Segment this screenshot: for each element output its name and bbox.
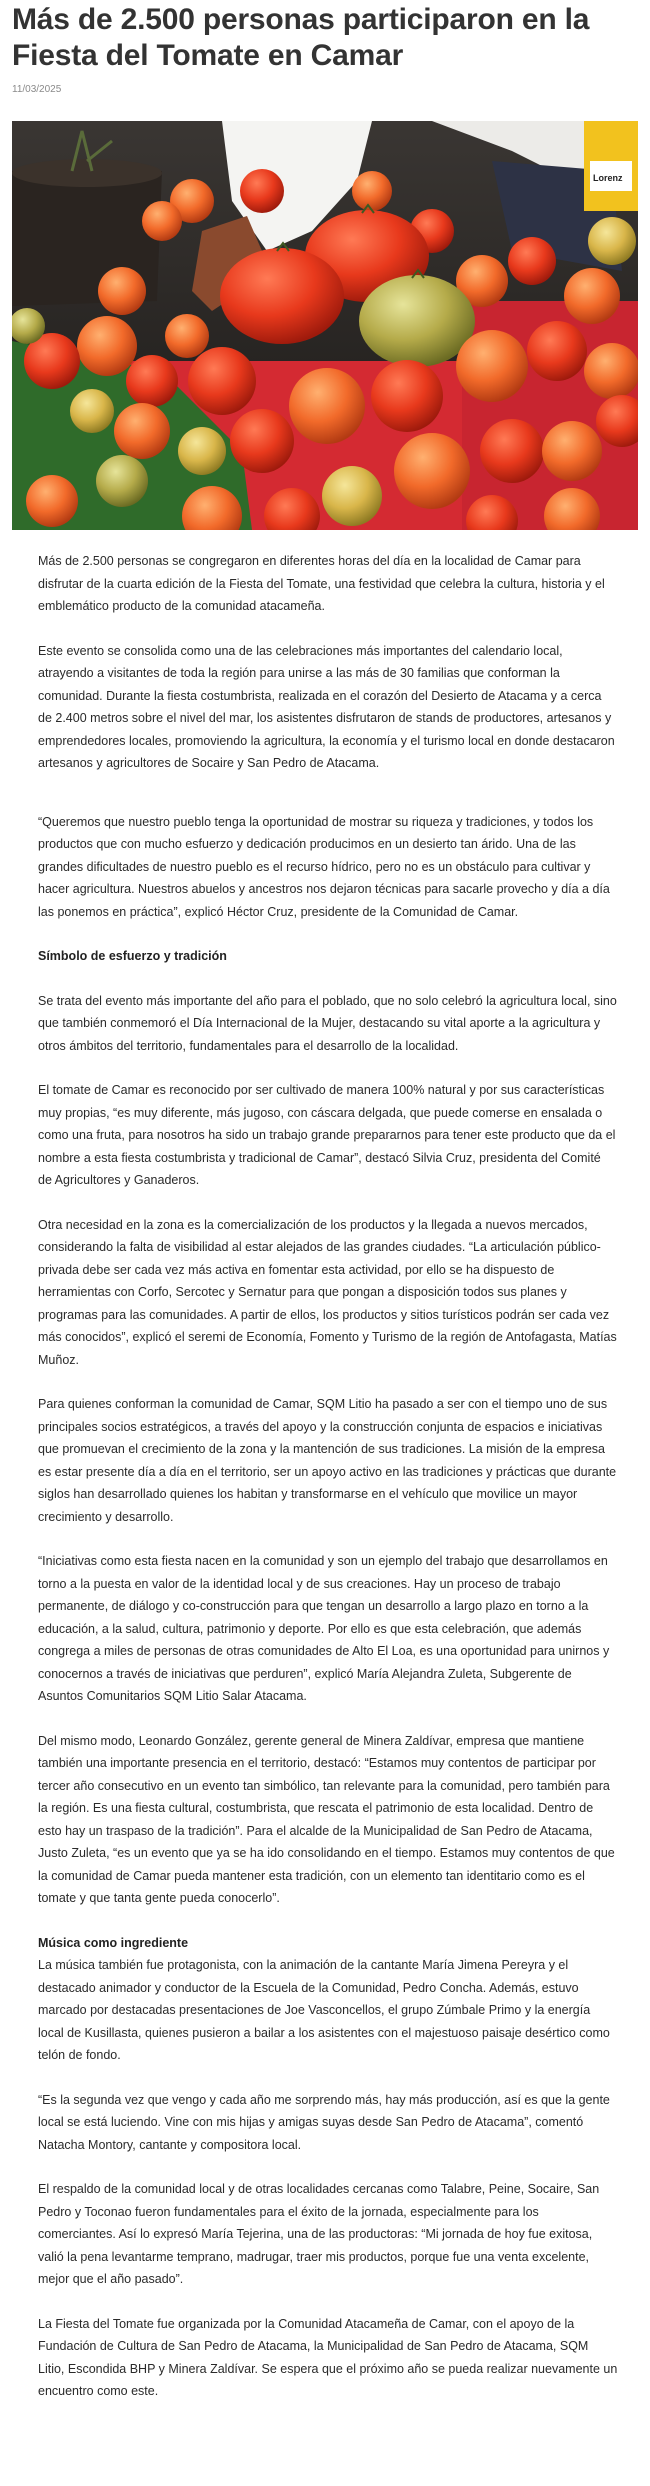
paragraph: Otra necesidad en la zona es la comercialización de los productos y la llegada a nuevos mercados, considerando la falta de visibilidad al estar alejados de las grandes ciudades. “La articulación público-privada debe ser cada vez más activa en fomentar esta actividad, por ello se ha dispuesto de herramientas con Corfo, Sercotec y Sernatur para que pongan a disposición todos sus planes y programas para las comunidades. A partir de ellos, los productos y sitios turísticos podrán ser cada vez más conocidos”, explicó el seremi de Economía, Fomento y Turismo de la región de Antofagasta, Matías Muñoz. bbox=[38, 1217, 617, 1367]
paragraph: “Queremos que nuestro pueblo tenga la oportunidad de mostrar su riqueza y tradiciones, y todos los productos que con mucho esfuerzo y dedicación producimos en un desierto tan árido. Una de las grandes dificultades de nuestro pueblo es el recurso hídrico, pero no es un obstáculo para cultivar y hacer agricultura. Nuestros abuelos y ancestros nos dejaron técnicas para sacarle provecho y día a día las ponemos en práctica”, explicó Héctor Cruz, presidente de la Comunidad de Camar. bbox=[38, 814, 610, 919]
article-body bbox=[38, 550, 618, 2403]
paragraph: Este evento se consolida como una de las celebraciones más importantes del calendario local, atrayendo a visitantes de toda la región para unirse a las más de 30 familias que conforman la comunidad. Durante la fiesta costumbrista, realizada en el corazón del Desierto de Atacama y a cerca de 2.400 metros sobre el nivel del mar, los asistentes disfrutaron de stands de productores, artesanos y emprendedores locales, promoviendo la agricultura, la economía y el turismo local en donde destacaron artesanos y agricultores de Socaire y San Pedro de Atacama. bbox=[38, 643, 615, 770]
paragraph: Del mismo modo, Leonardo González, gerente general de Minera Zaldívar, empresa que mantiene también una importante presencia en el territorio, destacó: “Estamos muy contentos de participar por tercer año consecutivo en un evento tan simbólico, tan relevante para la comunidad, pero también para la región. Es una fiesta cultural, costumbrista, que rescata el patrimonio de esta localidad. Dentro de esto hay un traspaso de la tradición”. Para el alcalde de la Municipalidad de San Pedro de Atacama, Justo Zuleta, “es un evento que ya se ha ido consolidando en el tiempo. Estamos muy contentos de que la comunidad de Camar pueda mantener esta tradición, con un elemento tan identitario como es el tomate y que tanta gente pueda conocerlo”. bbox=[38, 1733, 615, 1905]
article-title: Más de 2.500 personas participaron en la Fiesta del Tomate en Camar bbox=[12, 3, 590, 72]
publish-date: 11/03/2025 bbox=[12, 84, 62, 95]
section-heading: Música como ingrediente bbox=[38, 1935, 189, 1950]
paragraph: “Es la segunda vez que vengo y cada año me sorprendo más, hay más producción, así es que la gente local se está luciendo. Vine con mis hijas y amigas suyas desde San Pedro de Atacama”, comentó Natacha Montory, cantante y compositora local. bbox=[38, 2092, 610, 2152]
paragraph: La música también fue protagonista, con la animación de la cantante María Jimena Pereyra y el destacado animador y conductor de la Escuela de la Comunidad, Pedro Concha. Además, estuvo marcado por destacadas presentaciones de Joe Vasconcellos, el grupo Zúmbale Primo y la energía local de Kusillasta, quienes pusieron a bailar a los asistentes con el majestuoso paisaje desértico como telón de fondo. bbox=[38, 1958, 610, 2062]
hero-image bbox=[12, 121, 638, 530]
paragraph: Se trata del evento más importante del año para el poblado, que no solo celebró la agricultura local, sino que también conmemoró el Día Internacional de la Mujer, destacando su vital aporte a la agricultura y otros ámbitos del territorio, fundamentales para el desarrollo de la localidad. bbox=[38, 993, 617, 1053]
paragraph: Para quienes conforman la comunidad de Camar, SQM Litio ha pasado a ser con el tiempo uno de sus principales socios estratégicos, a través del apoyo y la construcción conjunta de espacios e iniciativas que promuevan el crecimiento de la zona y la mantención de sus tradiciones. La misión de la empresa es estar presente día a día en el territorio, ser un apoyo activo en las tradiciones y prácticas que durante siglos han desarrollado quienes los habitan y transformarse en el vehículo que movilice un mayor crecimiento y desarrollo. bbox=[38, 1397, 617, 1524]
paragraph: “Iniciativas como esta fiesta nacen en la comunidad y son un ejemplo del trabajo que desarrollamos en torno a la puesta en valor de la identidad local y de sus creaciones. Hay un proceso de trabajo permanente, de diálogo y co-construcción para que tengan un desarrollo a largo plazo en torno a la educación, a la salud, cultura, patrimonio y deporte. Por ello es que esta celebración, que además congrega a miles de personas de otras comunidades de Alto El Loa, es una oportunidad para unirnos y conocernos a través de iniciativas que perduren”, explicó María Alejandra Zuleta, Subgerente de Asuntos Comunitarios SQM Litio Salar Atacama. bbox=[38, 1554, 610, 1703]
paragraph: La Fiesta del Tomate fue organizada por la Comunidad Atacameña de Camar, con el apoyo de la Fundación de Cultura de San Pedro de Atacama, la Municipalidad de San Pedro de Atacama, SQM Litio, Escondida BHP y Minera Zaldívar. Se espera que el próximo año se pueda realizar nuevamente un encuentro como este. bbox=[38, 2316, 618, 2398]
paragraph: El respaldo de la comunidad local y de otras localidades cercanas como Talabre, Peine, Socaire, San Pedro y Toconao fueron fundamentales para el éxito de la jornada, especialmente para los comerciantes. Así lo expresó María Tejerina, una de las productoras: “Mi jornada de hoy fue exitosa, valió la pena levantarme temprano, madrugar, traer mis productos, porque fue una venta excelente, mejor que el año pasado”. bbox=[38, 2182, 600, 2286]
sign-text: Lorenz bbox=[593, 173, 623, 183]
tomato-festival-photo bbox=[12, 121, 638, 530]
paragraph: El tomate de Camar es reconocido por ser cultivado de manera 100% natural y por sus características muy propias, “es muy diferente, más jugoso, con cáscara delgada, que puede comerse en ensalada o como una fruta, para nosotros ha sido un trabajo grande prepararnos para tener este producto que da el nombre a esta fiesta costumbrista y tradicional de Camar”, destacó Silvia Cruz, presidenta del Comité de Agricultores y Ganaderos. bbox=[38, 1083, 616, 1187]
section-heading: Símbolo de esfuerzo y tradición bbox=[38, 949, 227, 963]
paragraph: Más de 2.500 personas se congregaron en diferentes horas del día en la localidad de Camar para disfrutar de la cuarta edición de la Fiesta del Tomate, una festividad que celebra la cultura, historia y el emblemático producto de la comunidad atacameña. bbox=[38, 554, 605, 613]
